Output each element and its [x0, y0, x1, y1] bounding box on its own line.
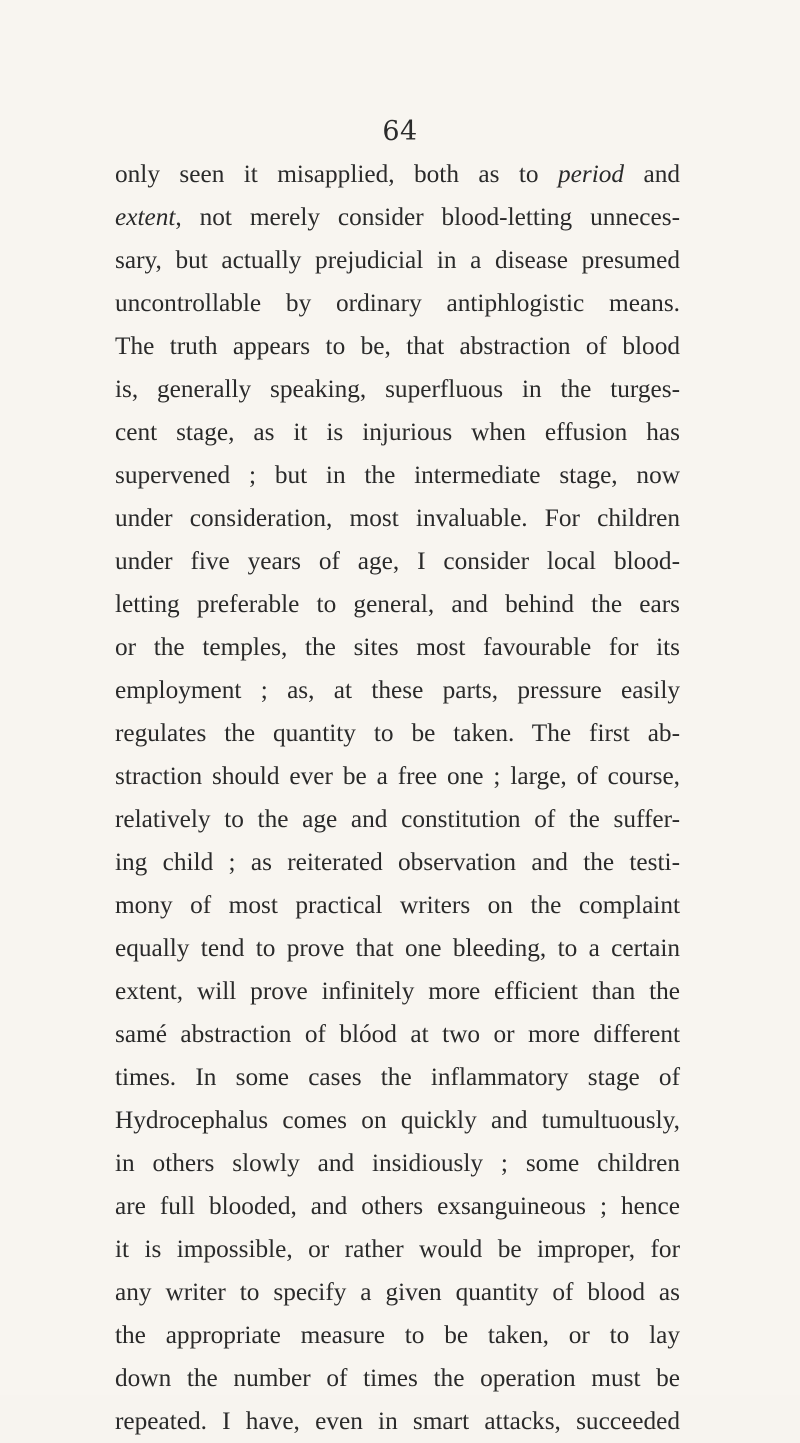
text-run: is, generally speaking, superfluous in the turges-: [115, 375, 680, 403]
text-line: [115, 1099, 680, 1142]
text-line: [115, 1400, 680, 1443]
text-run: are full blooded, and others exsanguineous ; hence: [115, 1192, 680, 1220]
text-line: [115, 454, 680, 497]
text-run: equally tend to prove that one bleeding, to a certain: [115, 934, 680, 962]
body-text: [115, 153, 680, 1443]
text-run: regulates the quantity to be taken. The first ab-: [115, 719, 680, 747]
text-line: [115, 1142, 680, 1185]
text-run: ing child ; as reiterated observation and the testi-: [115, 848, 680, 876]
text-line: [115, 1013, 680, 1056]
text-run: cent stage, as it is injurious when effusion has: [115, 418, 680, 446]
text-run: times. In some cases the inflammatory stage of: [115, 1063, 680, 1091]
text-line: [115, 970, 680, 1013]
text-line: [115, 1185, 680, 1228]
text-run: The truth appears to be, that abstraction of blood: [115, 332, 680, 360]
text-line: [115, 583, 680, 626]
text-run: samé abstraction of blóod at two or more different: [115, 1020, 680, 1048]
text-line: [115, 1357, 680, 1400]
text-run: Hydrocephalus comes on quickly and tumultuously,: [115, 1106, 680, 1134]
text-line: [115, 282, 680, 325]
page-number: 64: [382, 116, 418, 147]
text-run: under consideration, most invaluable. For children: [115, 504, 680, 532]
text-line: [115, 927, 680, 970]
text-run: mony of most practical writers on the complaint: [115, 891, 680, 919]
text-line: [115, 1314, 680, 1357]
text-line: [115, 1228, 680, 1271]
text-run: down the number of times the operation must be: [115, 1364, 680, 1392]
text-line: [115, 884, 680, 927]
text-run: under five years of age, I consider local blood-: [115, 547, 680, 575]
text-run: and: [624, 160, 680, 188]
text-run: it is impossible, or rather would be improper, for: [115, 1235, 680, 1263]
text-run: relatively to the age and constitution of the suffer-: [115, 805, 680, 833]
text-run: uncontrollable by ordinary antiphlogistic means.: [115, 289, 680, 317]
text-run: employment ; as, at these parts, pressure easily: [115, 676, 680, 704]
text-line: [115, 1271, 680, 1314]
text-line: [115, 626, 680, 669]
text-line: [115, 497, 680, 540]
text-line: [115, 325, 680, 368]
text-run: or the temples, the sites most favourable for its: [115, 633, 680, 661]
text-line: [115, 798, 680, 841]
text-run: letting preferable to general, and behind the ears: [115, 590, 680, 618]
text-run: straction should ever be a free one ; large, of course,: [115, 762, 680, 790]
text-run: repeated. I have, even in smart attacks, succeeded: [115, 1407, 680, 1435]
text-line: [115, 669, 680, 712]
text-line: [115, 196, 680, 239]
text-line: [115, 411, 680, 454]
text-run: in others slowly and insidiously ; some children: [115, 1149, 680, 1177]
text-line: [115, 153, 680, 196]
text-run: extent, will prove infinitely more efficient than the: [115, 977, 680, 1005]
text-run: supervened ; but in the intermediate stage, now: [115, 461, 680, 489]
text-line: [115, 755, 680, 798]
text-run: sary, but actually prejudicial in a disease presumed: [115, 246, 680, 274]
text-run: , not merely consider blood-letting unneces-: [175, 203, 680, 231]
text-line: [115, 712, 680, 755]
text-line: [115, 239, 680, 282]
text-run: the appropriate measure to be taken, or to lay: [115, 1321, 680, 1349]
text-line: [115, 841, 680, 884]
text-run: only seen it misapplied, both as to: [115, 160, 558, 188]
text-line: [115, 368, 680, 411]
text-line: [115, 540, 680, 583]
italic-text-run: extent: [115, 203, 176, 231]
italic-text-run: period: [558, 160, 625, 188]
text-run: any writer to specify a given quantity of blood as: [115, 1278, 680, 1306]
text-line: [115, 1056, 680, 1099]
